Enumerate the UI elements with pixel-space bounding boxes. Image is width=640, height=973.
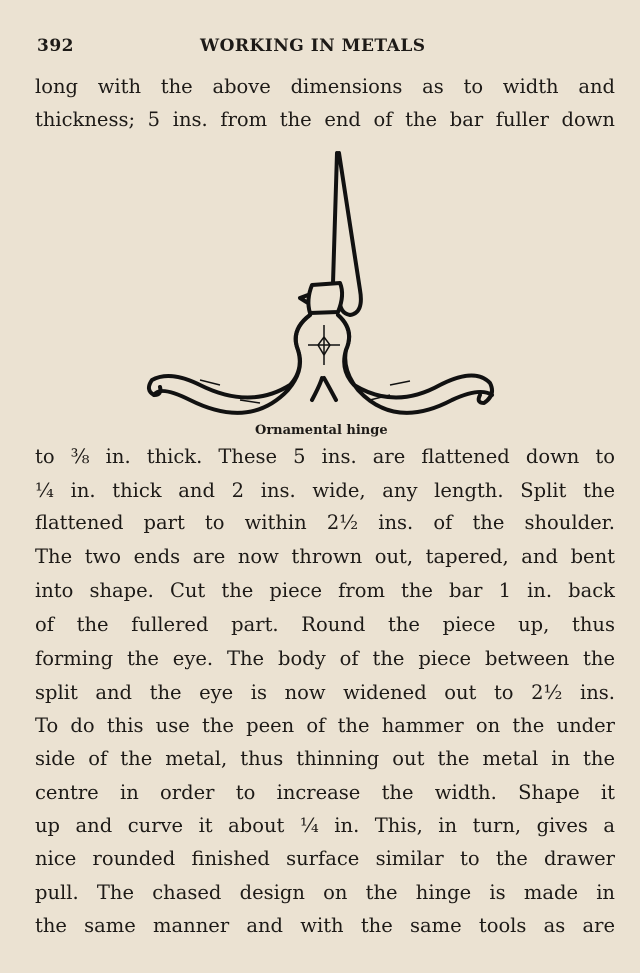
text-line: the same manner and with the same tools as are bbox=[35, 914, 615, 937]
page-number: 392 bbox=[37, 36, 74, 56]
text-line: to ⅜ in. thick. These 5 ins. are flattened down to bbox=[35, 445, 615, 468]
text-line: nice rounded finished surface similar to the drawer bbox=[35, 847, 615, 870]
text-line: forming the eye. The body of the piece between the bbox=[35, 647, 615, 670]
text-line: centre in order to increase the width. Shape it bbox=[35, 781, 615, 804]
figure-caption: Ornamental hinge bbox=[255, 423, 388, 438]
text-line: long with the above dimensions as to width and bbox=[35, 75, 615, 98]
text-line: up and curve it about ¼ in. This, in turn, gives a bbox=[35, 814, 615, 837]
text-line: ¼ in. thick and 2 ins. wide, any length. Split the bbox=[35, 479, 615, 502]
ornamental-hinge-illustration bbox=[140, 145, 510, 425]
text-line: of the fullered part. Round the piece up, thus bbox=[35, 613, 615, 636]
text-line: thickness; 5 ins. from the end of the bar fuller down bbox=[35, 108, 615, 131]
text-line: The two ends are now thrown out, tapered, and bent bbox=[35, 545, 615, 568]
text-line: split and the eye is now widened out to 2½ ins. bbox=[35, 681, 615, 704]
running-title: WORKING IN METALS bbox=[200, 36, 426, 56]
text-line: side of the metal, thus thinning out the metal in the bbox=[35, 747, 615, 770]
text-line: pull. The chased design on the hinge is made in bbox=[35, 881, 615, 904]
text-line: To do this use the peen of the hammer on the under bbox=[35, 714, 615, 737]
text-line: into shape. Cut the piece from the bar 1 in. back bbox=[35, 579, 615, 602]
text-line: flattened part to within 2½ ins. of the shoulder. bbox=[35, 511, 615, 534]
